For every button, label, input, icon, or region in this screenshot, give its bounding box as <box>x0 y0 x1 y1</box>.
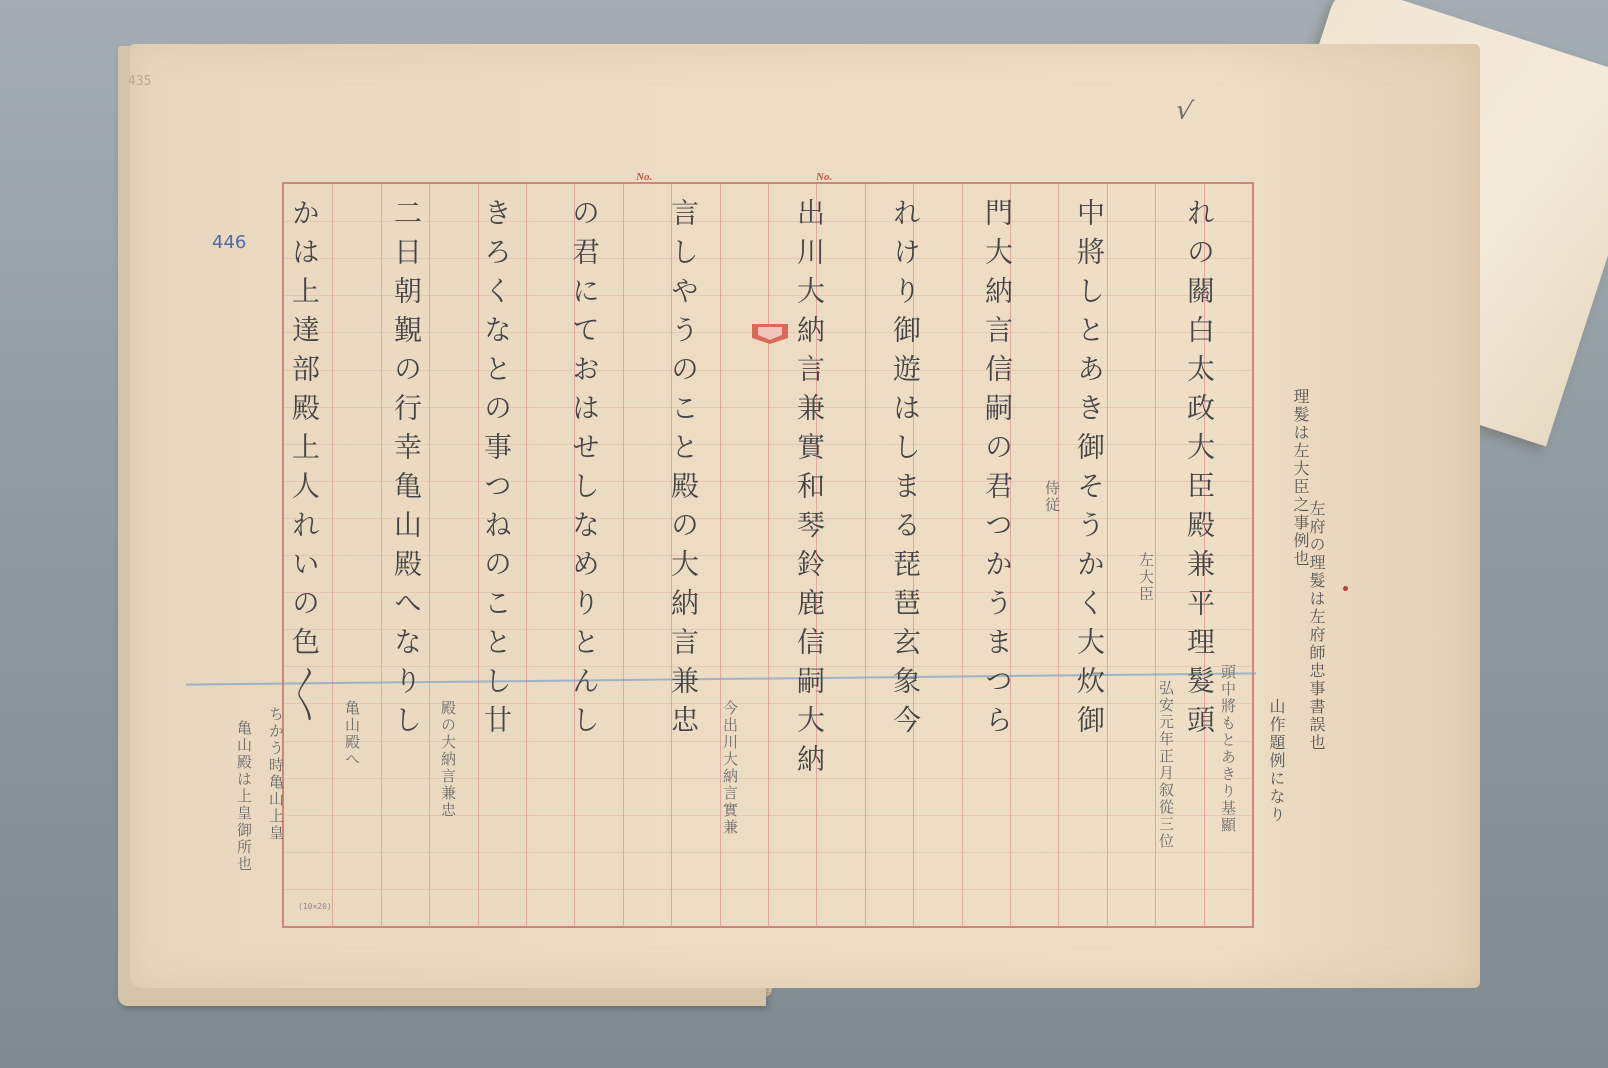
text-column: 言しやうのこと殿の大納言兼忠 <box>667 198 700 744</box>
text-column: 門大納言信嗣の君つかうまつら <box>981 198 1014 744</box>
grid-row-line <box>284 444 1252 445</box>
grid-row-line <box>284 221 1252 222</box>
grid-row-line <box>284 666 1252 667</box>
margin-note: 左府の理髮は左府師忠事書誤也 <box>1307 500 1326 752</box>
page-number: 435 <box>128 74 152 89</box>
margin-note: 理髮は左大臣之事例也 <box>1291 388 1310 568</box>
text-column: きろくなとの事つねのことし廿 <box>480 198 513 744</box>
text-column: 中將しとあき御そうかく大炊御 <box>1073 198 1106 744</box>
grid-row-line <box>284 258 1252 259</box>
grid-row-line <box>284 778 1252 779</box>
grid-row-line <box>284 555 1252 556</box>
grid-row-line <box>284 518 1252 519</box>
grid-row-line <box>284 295 1252 296</box>
grid-row-line <box>284 629 1252 630</box>
text-column: 出川大納言兼實和琴鈴鹿信嗣大納 <box>793 198 826 783</box>
interlinear-note: ちかう時亀山上皇 <box>267 706 285 842</box>
margin-note: 山作題例になり <box>1267 698 1286 824</box>
margin-note: 亀山殿は上皇御所也 <box>235 720 253 873</box>
interlinear-note: 侍従 <box>1043 480 1061 514</box>
center-fold-marker <box>752 324 788 344</box>
interlinear-note: 殿の大納言兼忠 <box>439 700 457 819</box>
form-code: (10×20) <box>298 902 332 911</box>
grid-row-line <box>284 703 1252 704</box>
text-column: 二日朝覲の行幸亀山殿へなりし <box>390 198 423 744</box>
text-column: れけり御遊はしまる琵琶玄象今 <box>889 198 922 744</box>
interlinear-note: 頭中將もとあきり基顯 <box>1219 664 1237 834</box>
no-label-left: No. <box>636 171 653 183</box>
grid-row-line <box>284 815 1252 816</box>
grid-row-line <box>284 592 1252 593</box>
grid-row-line <box>284 852 1252 853</box>
interlinear-note: 弘安元年正月叙從三位 <box>1157 680 1175 850</box>
check-mark: √ <box>1173 94 1196 128</box>
red-mark <box>1343 586 1348 591</box>
interlinear-note: 亀山殿へ <box>343 700 361 768</box>
text-column: の君にておはせしなめりとんし <box>568 198 601 744</box>
grid-row-line <box>284 481 1252 482</box>
no-label-right: No. <box>816 171 833 183</box>
interlinear-note: 今出川大納言實兼 <box>721 700 739 836</box>
grid-row-line <box>284 370 1252 371</box>
text-column: れの關白太政大臣殿兼平理髮頭 <box>1183 198 1216 744</box>
grid-row-line <box>284 741 1252 742</box>
manuscript-grid <box>282 182 1254 928</box>
grid-row-line <box>284 407 1252 408</box>
interlinear-note: 左大臣 <box>1137 552 1155 603</box>
grid-row-line <box>284 889 1252 890</box>
text-column: かは上達部殿上人れいの色〳〵 <box>288 198 321 733</box>
manuscript-number: 446 <box>212 232 247 253</box>
